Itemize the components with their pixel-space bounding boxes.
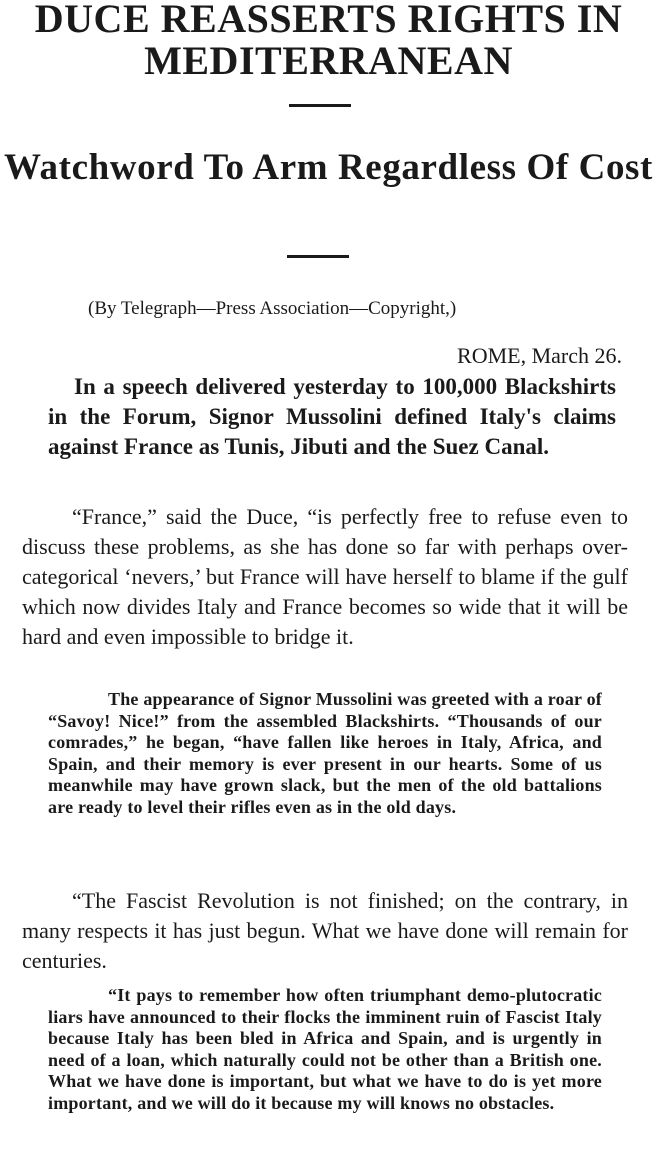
body-paragraph: The appearance of Signor Mussolini was greeted with a roar of “Savoy! Nice!” from the assembled Blackshirts. “Thousands of our comrades,” he began, “have fallen like heroes in Italy, Africa, and Spain, and their memory is ever present in our hearts. Some of us meanwhile may have grown slack, but the men of the old battalions are ready to level their rifles even as in the old days.	[48, 689, 602, 817]
body-paragraph: “It pays to remember how often triumphant demo-plutocratic liars have announced to their flocks the imminent ruin of Fascist Italy because Italy has been bled in Africa and Spain, and is urgently in need of a loan, which naturally could not be other than a British one. What we have done is important, but what we have to do is yet more important, and we will do it because my will knows no obstacles.	[48, 985, 602, 1113]
body-paragraph: “The Fascist Revolution is not finished; on the contrary, in many respects it has just begun. What we have done will remain for centuries.	[22, 888, 628, 973]
headline-rule	[289, 104, 351, 107]
lead-paragraph: In a speech delivered yesterday to 100,000 Blackshirts in the Forum, Signor Mussolini defined Italy's claims against France as Tunis, Jibuti and the Suez Canal.	[48, 374, 616, 459]
sub-headline: Watchword To Arm Regardless Of Cost	[4, 147, 653, 188]
body-paragraph: “France,” said the Duce, “is perfectly free to refuse even to discuss these problems, as she has done so far with perhaps over-categorical ‘nevers,’ but France will have herself to blame if the gulf which now divides Italy and France becomes so wide that it will be hard and even impossible to bridge it.	[22, 504, 628, 649]
wire-credit: (By Telegraph—Press Association—Copyright,)	[88, 298, 457, 319]
subheadline-rule	[287, 255, 349, 258]
dateline: ROME, March 26.	[457, 343, 622, 368]
main-headline: DUCE REASSERTS RIGHTS IN MEDITERRANEAN	[34, 0, 623, 83]
